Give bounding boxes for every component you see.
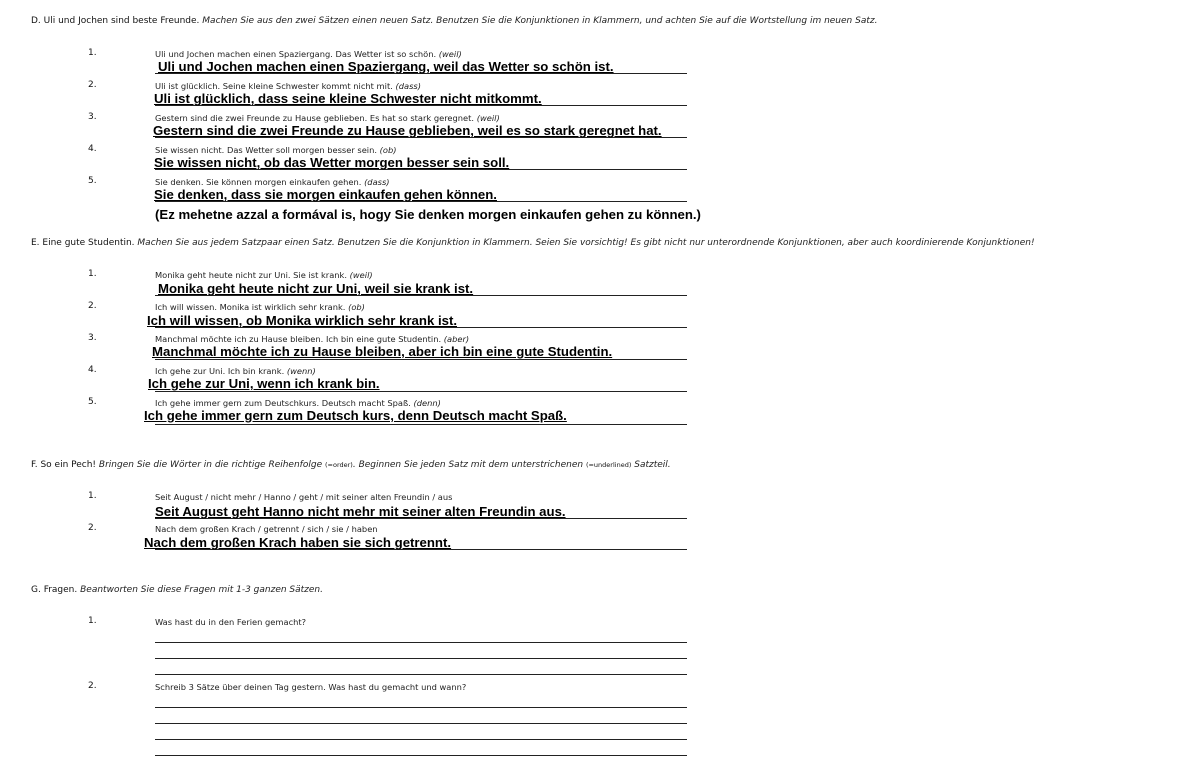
conjunction: (ob)	[379, 145, 397, 155]
answer-line[interactable]	[155, 674, 687, 675]
prompt-text: Ich will wissen. Monika ist wirklich sehr krank.	[155, 302, 346, 312]
answer-line	[155, 359, 687, 360]
item-prompt	[155, 334, 469, 344]
section-title: D. Uli und Jochen sind beste Freunde.	[31, 16, 200, 26]
item-number: 3.	[88, 112, 97, 122]
answer-text[interactable]: Uli ist glücklich, dass seine kleine Schwester nicht mitkommt.	[154, 91, 542, 106]
answer-text[interactable]: Sie denken, dass sie morgen einkaufen gehen können.	[154, 187, 497, 202]
section-e-header	[31, 238, 1035, 248]
answer-text[interactable]: Sie wissen nicht, ob das Wetter morgen besser sein soll.	[154, 155, 510, 170]
prompt-text: Manchmal möchte ich zu Hause bleiben. Ich bin eine gute Studentin.	[155, 334, 442, 344]
item-number: 1.	[88, 48, 97, 58]
item-number: 1.	[88, 269, 97, 279]
item-number: 1.	[88, 616, 97, 626]
answer-line	[155, 391, 687, 392]
answer-line[interactable]	[155, 739, 687, 740]
conjunction: (weil)	[476, 113, 500, 123]
answer-text[interactable]: Manchmal möchte ich zu Hause bleiben, aber ich bin eine gute Studentin.	[152, 344, 613, 359]
conjunction: (dass)	[364, 177, 390, 187]
conjunction: (ob)	[348, 302, 365, 312]
conjunction: (weil)	[438, 49, 462, 59]
section-f-header	[31, 460, 671, 470]
prompt-text: Ich gehe zur Uni. Ich bin krank.	[155, 366, 285, 376]
item-number: 4.	[88, 144, 97, 154]
prompt-text: Uli und Jochen machen einen Spaziergang. Das Wetter ist so schön.	[155, 49, 437, 59]
item-prompt	[155, 270, 373, 280]
section-instruction: Satzteil.	[634, 460, 671, 470]
section-instruction: Beantworten Sie diese Fragen mit 1-3 ganzen Sätzen.	[80, 585, 323, 595]
prompt-text: Sie wissen nicht. Das Wetter soll morgen besser sein.	[155, 145, 378, 155]
item-prompt: Schreib 3 Sätze über deinen Tag gestern. Was hast du gemacht und wann?	[155, 682, 467, 692]
conjunction: (aber)	[443, 334, 470, 344]
answer-text[interactable]: Nach dem großen Krach haben sie sich getrennt.	[144, 535, 452, 550]
item-prompt	[155, 177, 390, 187]
conjunction: (weil)	[349, 270, 373, 280]
item-prompt: Nach dem großen Krach / getrennt / sich / sie / haben	[155, 524, 378, 534]
item-number: 1.	[88, 491, 97, 501]
prompt-text: Ich gehe immer gern zum Deutschkurs. Deutsch macht Spaß.	[155, 398, 411, 408]
answer-text[interactable]: Ich gehe immer gern zum Deutsch kurs, denn Deutsch macht Spaß.	[144, 408, 567, 423]
prompt-text: Gestern sind die zwei Freunde zu Hause geblieben. Es hat so stark geregnet.	[155, 113, 475, 123]
answer-text[interactable]: Ich will wissen, ob Monika wirklich sehr krank ist.	[147, 313, 458, 328]
section-title: G. Fragen.	[31, 585, 78, 595]
section-d-header	[31, 16, 877, 26]
item-number: 4.	[88, 365, 97, 375]
prompt-text: Monika geht heute nicht zur Uni. Sie ist krank.	[155, 270, 347, 280]
answer-text[interactable]: Monika geht heute nicht zur Uni, weil sie krank ist.	[158, 281, 474, 296]
section-instruction: . Beginnen Sie jeden Satz mit dem unterstrichenen	[352, 460, 584, 470]
section-g-header	[31, 585, 323, 595]
item-prompt	[155, 366, 316, 376]
item-prompt: Seit August / nicht mehr / Hanno / geht / mit seiner alten Freundin / aus	[155, 492, 453, 502]
item-number: 2.	[88, 301, 97, 311]
conjunction: (denn)	[413, 398, 441, 408]
answer-text[interactable]: Seit August geht Hanno nicht mehr mit seiner alten Freundin aus.	[155, 504, 566, 519]
section-instruction: Machen Sie aus jedem Satzpaar einen Satz. Benutzen Sie die Konjunktion in Klammern. Seien Sie vorsichtig! Es gibt nicht nur unterordnende Konjunktionen, aber auch koordinierende Konjunktionen!	[137, 238, 1035, 248]
item-number: 2.	[88, 80, 97, 90]
item-prompt	[155, 81, 421, 91]
item-prompt: Was hast du in den Ferien gemacht?	[155, 617, 307, 627]
item-prompt	[155, 113, 500, 123]
answer-text[interactable]: Uli und Jochen machen einen Spaziergang, weil das Wetter so schön ist.	[158, 59, 614, 74]
answer-note: (Ez mehetne azzal a formával is, hogy Sie denken morgen einkaufen gehen zu können.)	[155, 207, 701, 222]
section-instruction: Machen Sie aus den zwei Sätzen einen neuen Satz. Benutzen Sie die Konjunktionen in Klammern, und achten Sie auf die Wortstellung im neuen Satz.	[202, 16, 878, 26]
section-title: F. So ein Pech!	[31, 460, 97, 470]
prompt-text: Uli ist glücklich. Seine kleine Schwester kommt nicht mit.	[155, 81, 393, 91]
item-number: 5.	[88, 176, 97, 186]
answer-line[interactable]	[155, 642, 687, 643]
conjunction: (dass)	[395, 81, 421, 91]
item-prompt	[155, 49, 462, 59]
item-prompt	[155, 302, 365, 312]
item-prompt	[155, 398, 441, 408]
answer-line[interactable]	[155, 723, 687, 724]
answer-line[interactable]	[155, 707, 687, 708]
item-number: 3.	[88, 333, 97, 343]
answer-line[interactable]	[155, 658, 687, 659]
item-number: 5.	[88, 397, 97, 407]
prompt-text: Sie denken. Sie können morgen einkaufen gehen.	[155, 177, 362, 187]
answer-text[interactable]: Ich gehe zur Uni, wenn ich krank bin.	[148, 376, 380, 391]
answer-line	[155, 424, 687, 425]
note: (=underlined)	[585, 461, 632, 469]
answer-line[interactable]	[155, 755, 687, 756]
section-instruction: Bringen Sie die Wörter in die richtige Reihenfolge	[98, 460, 323, 470]
item-prompt	[155, 145, 396, 155]
note: (=order)	[324, 461, 353, 469]
item-number: 2.	[88, 681, 97, 691]
answer-text[interactable]: Gestern sind die zwei Freunde zu Hause geblieben, weil es so stark geregnet hat.	[153, 123, 662, 138]
conjunction: (wenn)	[286, 366, 316, 376]
item-number: 2.	[88, 523, 97, 533]
section-title: E. Eine gute Studentin.	[31, 238, 135, 248]
